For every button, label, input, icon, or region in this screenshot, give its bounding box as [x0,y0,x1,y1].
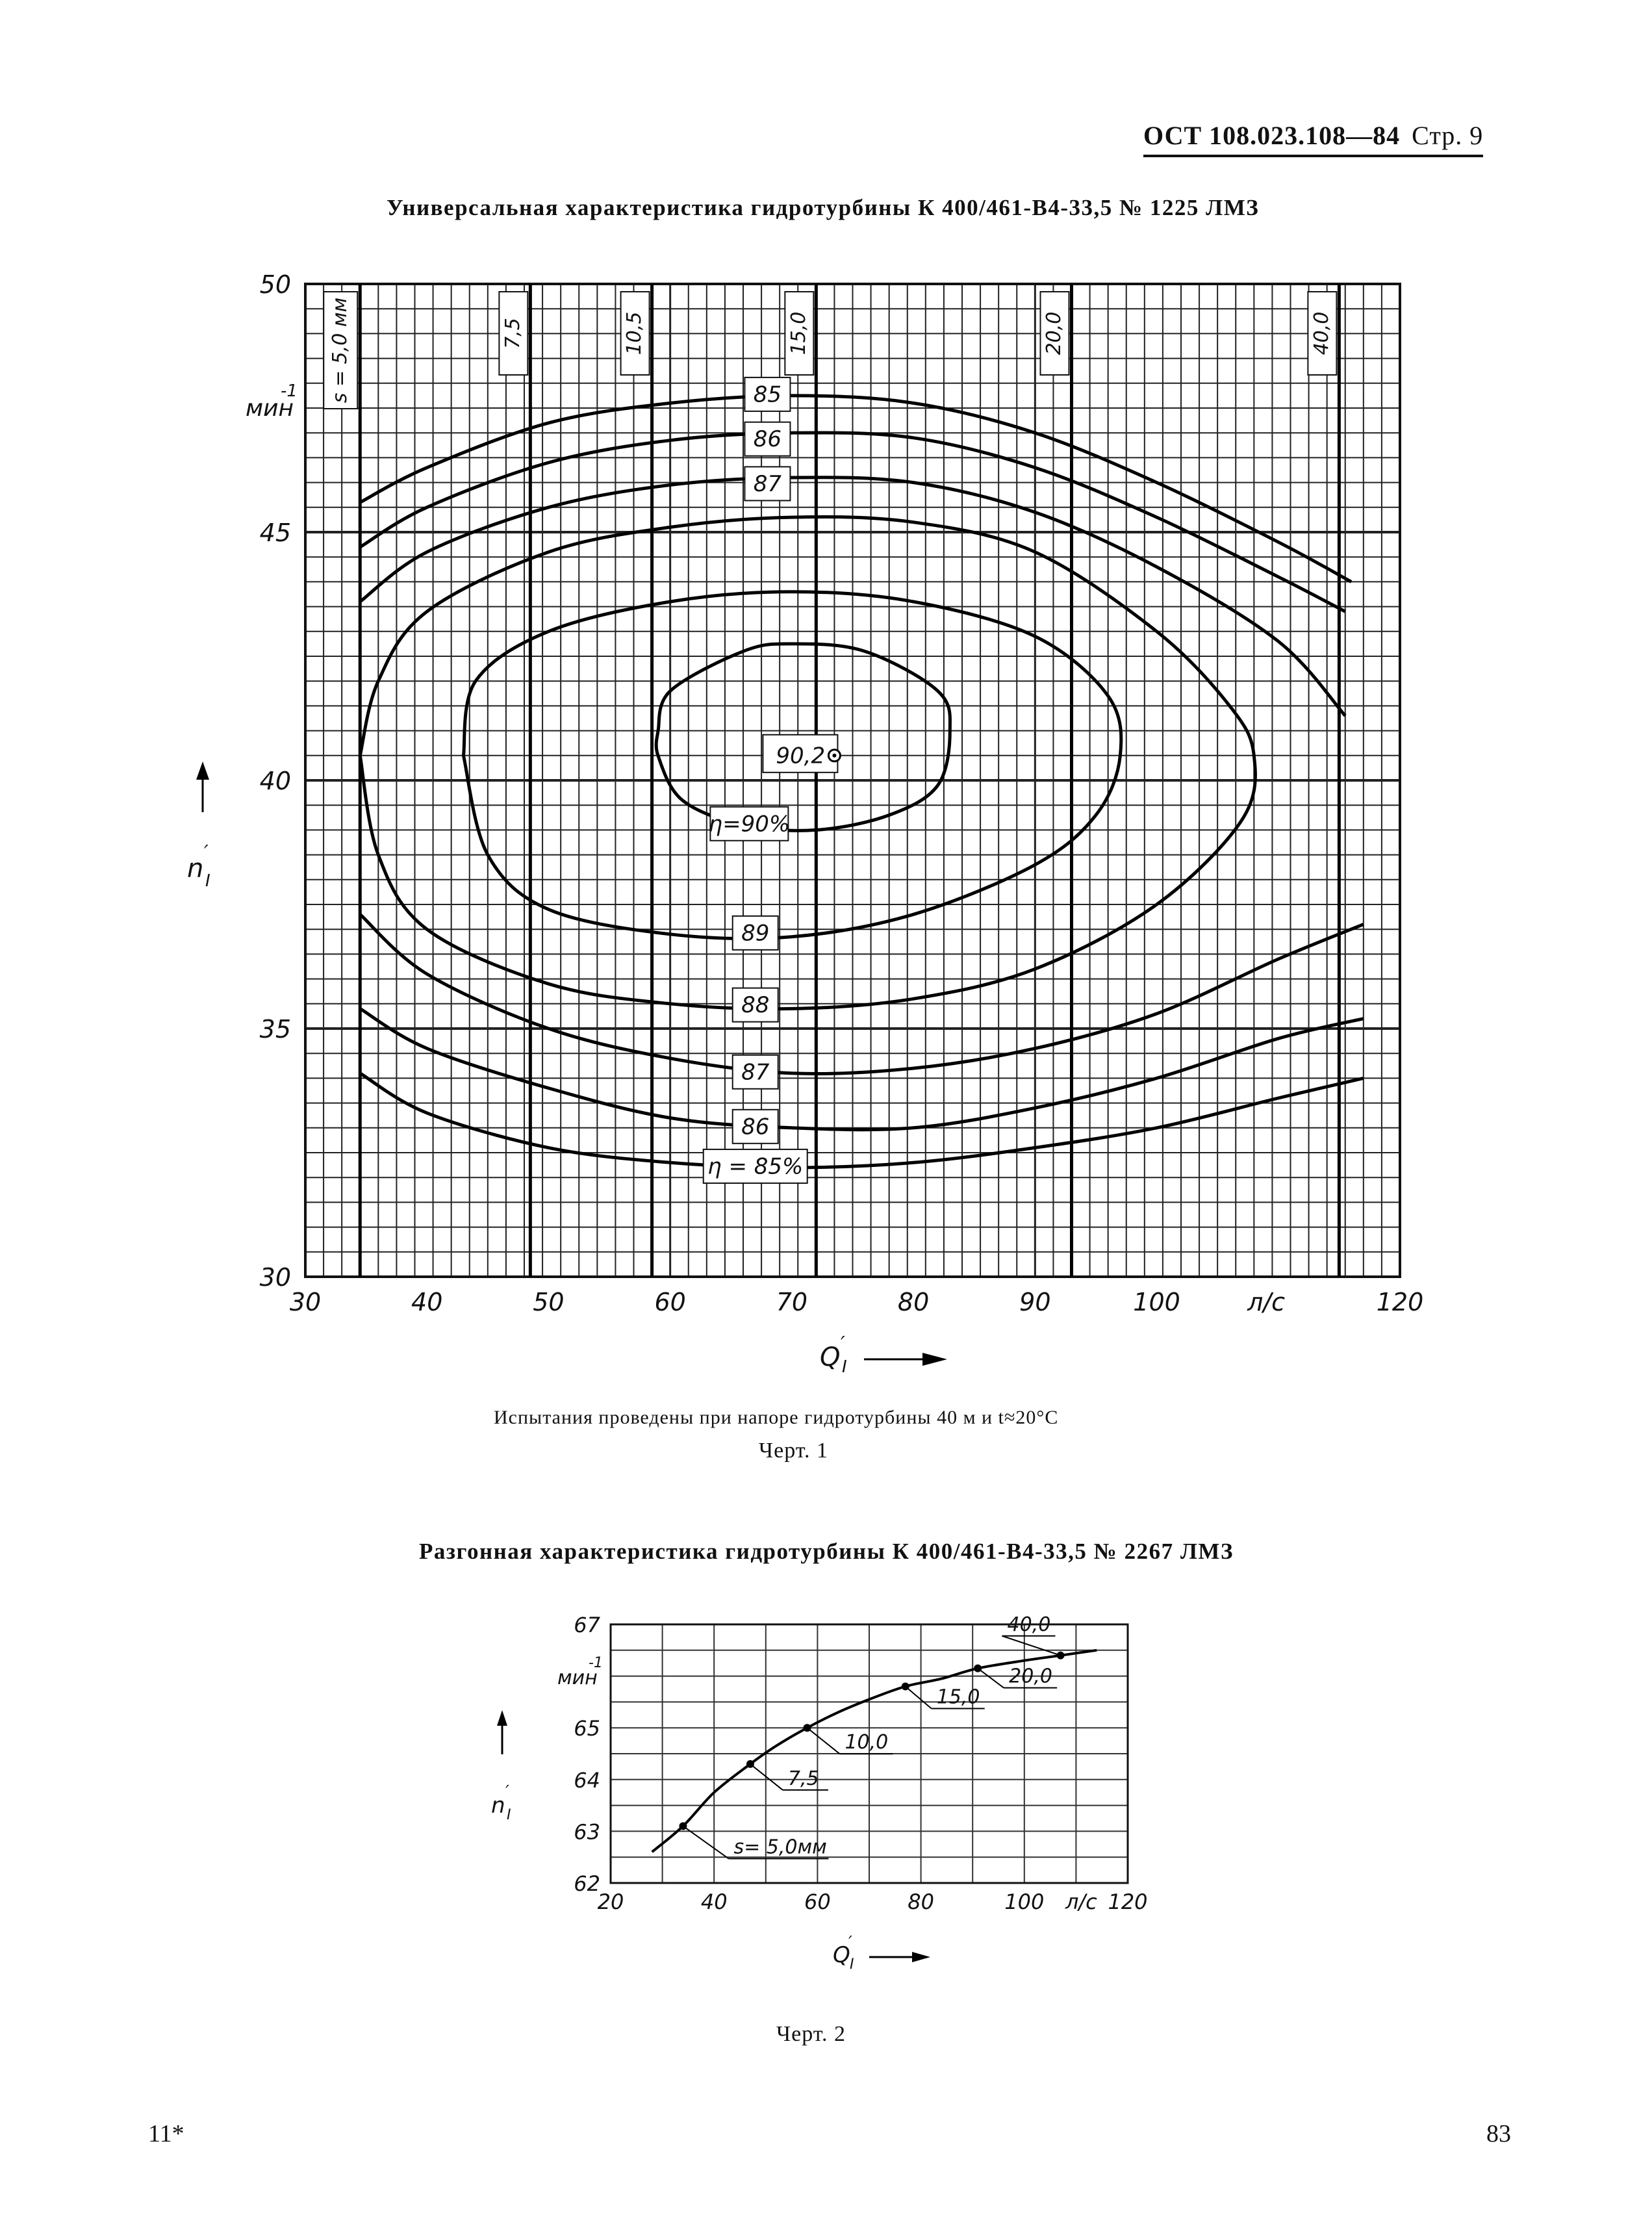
x-tick-label: 90 [1019,1288,1051,1316]
x-axis-label: Q [833,1942,850,1968]
y-axis-label-prime: ′ [204,841,209,864]
y-tick-label: 67 [574,1613,600,1637]
point-leader [1002,1636,1061,1656]
chart2-title: Разгонная характеристика гидротурбины К 400/461-В4-33,5 № 2267 ЛМЗ [419,1539,1234,1564]
contour-label: 86 [753,426,782,453]
x-tick-label: 60 [654,1288,686,1316]
y-unit-label: мин [246,395,294,422]
x-tick-label: 70 [776,1288,808,1316]
y-axis-label-sub: I [507,1807,511,1823]
y-unit-exponent: -1 [589,1655,603,1671]
y-axis-label: n [187,854,204,884]
chart2-caption: Черт. 2 [776,2022,846,2046]
y-tick-label: 30 [259,1263,291,1292]
opening-label: 15,0 [787,311,810,355]
x-tick-label: 80 [897,1288,930,1316]
x-axis-label-prime: ′ [841,1333,845,1355]
x-axis-label-sub: I [842,1357,847,1377]
x-tick-label: 100 [1004,1889,1045,1914]
efficiency-contour-lower [360,1073,1364,1168]
contour-label: 86 [741,1114,770,1140]
x-tick-label: 50 [533,1288,565,1316]
opening-label: 20,0 [1043,311,1065,355]
point-label: s= 5,0мм [733,1836,827,1859]
contour-label: 85 [753,381,782,408]
runaway-characteristic-chart [455,1598,1202,1988]
efficiency-contour-upper [360,396,1351,582]
page-label: Стр. 9 [1412,121,1484,150]
y-tick-label: 40 [259,767,291,795]
point-label: 40,0 [1007,1613,1051,1636]
x-axis-label-sub: I [850,1956,854,1973]
point-label: 15,0 [936,1685,980,1709]
optimum-point-center [832,754,836,758]
y-axis-arrowhead [497,1710,507,1726]
contour-label: η=90% [708,811,791,838]
y-axis-arrowhead [196,762,209,780]
contour-label: 87 [741,1059,770,1086]
standard-code: ОСТ 108.023.108—84 [1143,121,1401,150]
y-axis-label-sub: I [205,871,210,891]
y-tick-label: 64 [574,1767,600,1793]
footer-signature: 11* [148,2120,184,2147]
point-label: 10,0 [845,1731,889,1754]
chart1-caption: Черт. 1 [759,1439,829,1463]
x-tick-label: 100 [1133,1288,1180,1316]
y-axis-label: n [491,1793,505,1819]
y-tick-label: 45 [259,519,291,547]
y-tick-label: 35 [259,1015,291,1044]
y-unit-exponent: -1 [281,381,298,401]
opening-label: s = 5,0 мм [328,297,351,403]
contour-label: η = 85% [707,1153,804,1180]
y-axis-label-prime: ′ [505,1782,509,1802]
point-leader [906,1687,932,1709]
y-tick-label: 63 [574,1819,600,1845]
page-number: 83 [1486,2120,1511,2147]
opening-label: 40,0 [1310,311,1333,355]
x-unit-label: л/с [1065,1889,1097,1914]
x-tick-label: 120 [1108,1889,1148,1914]
optimum-label: 90,2 [776,743,826,769]
y-tick-label: 62 [574,1871,600,1896]
efficiency-contour-lower [360,1008,1364,1129]
point-leader [807,1728,839,1754]
contour-label: 87 [753,470,782,497]
x-axis-label: Q [820,1342,841,1372]
contour-label: 88 [741,992,770,1019]
point-leader [978,1669,1004,1688]
y-unit-label: мин [557,1667,598,1689]
y-tick-label: 50 [259,270,291,299]
point-leader [750,1764,783,1790]
document-header [1143,120,1483,157]
x-axis-arrowhead [922,1353,947,1366]
efficiency-contour-lower [360,914,1364,1073]
universal-characteristic-chart [187,247,1468,1377]
x-unit-label: л/с [1247,1288,1286,1316]
point-label: 20,0 [1009,1665,1052,1688]
x-tick-label: 40 [700,1889,728,1914]
chart1-note: Испытания проведены при напоре гидротурбины 40 м и t≈20°С [494,1407,1059,1428]
opening-label: 7,5 [501,318,524,349]
x-axis-arrowhead [912,1952,930,1962]
x-tick-label: 40 [411,1288,443,1316]
contour-label: 89 [741,920,770,947]
x-tick-label: 20 [597,1889,624,1914]
point-label: 7,5 [787,1767,819,1790]
x-axis-label-prime: ′ [848,1933,852,1953]
y-tick-label: 65 [574,1716,600,1741]
opening-label: 10,5 [623,311,646,355]
x-tick-label: 60 [804,1889,831,1914]
x-tick-label: 30 [289,1288,322,1316]
x-tick-label: 120 [1376,1288,1424,1316]
x-tick-label: 80 [908,1889,934,1914]
chart1-title: Универсальная характеристика гидротурбины К 400/461-В4-33,5 № 1225 ЛМЗ [387,195,1260,220]
